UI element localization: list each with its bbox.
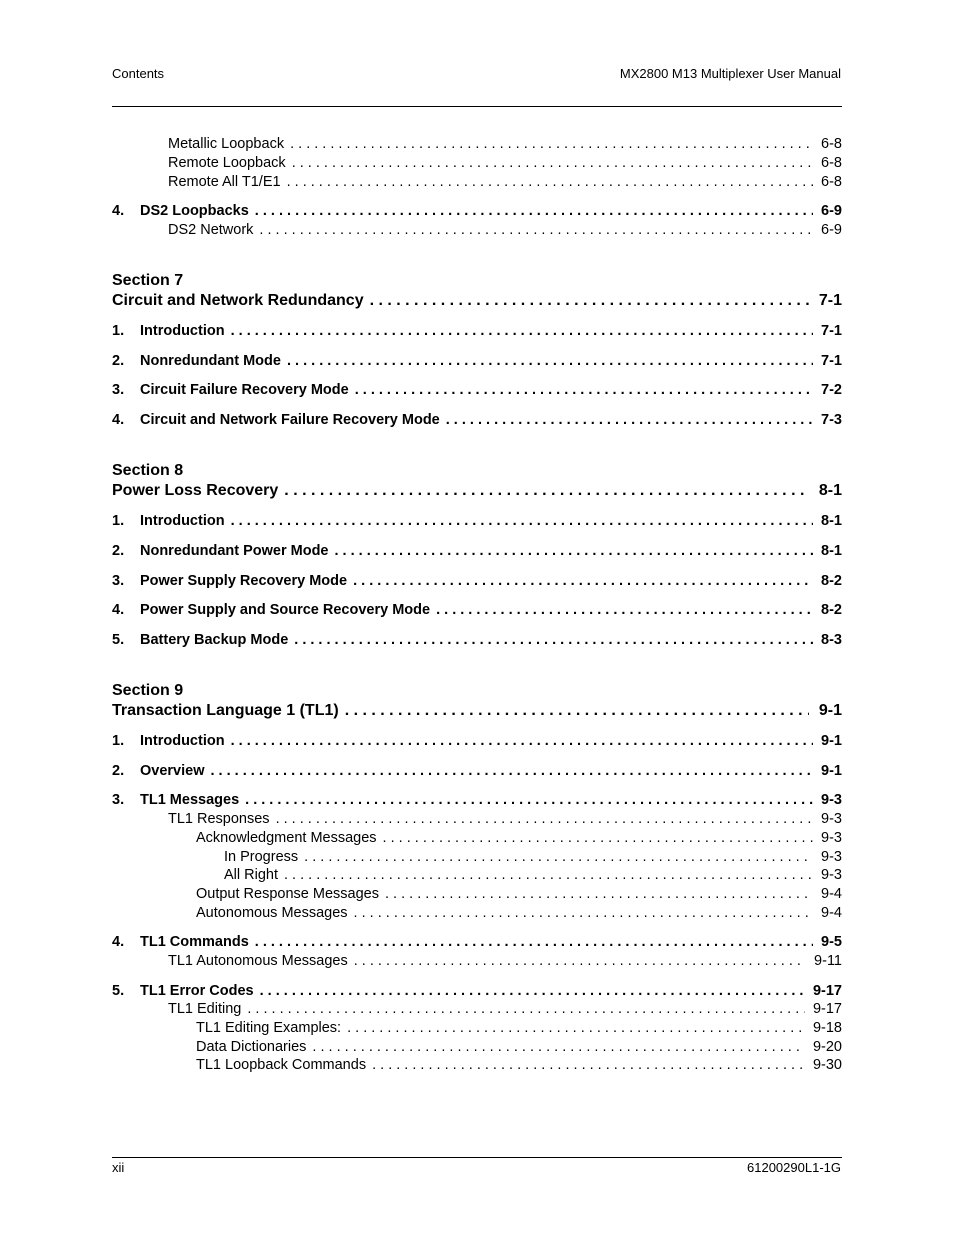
dot-leader xyxy=(259,221,813,239)
toc-entry-number: 1. xyxy=(112,733,125,749)
toc-entry-page: 9-3 xyxy=(821,792,842,808)
toc-entry-page: 9-20 xyxy=(812,1039,842,1055)
toc-entry-title: Metallic Loopback xyxy=(168,136,285,152)
toc-entry[interactable] xyxy=(112,512,842,530)
toc-entry[interactable] xyxy=(112,135,842,153)
toc-entry-page: 8-2 xyxy=(821,602,842,618)
section-title: Transaction Language 1 (TL1) xyxy=(112,702,339,719)
toc-entry-page: 9-17 xyxy=(812,983,842,999)
toc-entry-number: 4. xyxy=(112,412,125,428)
toc-entry-number: 5. xyxy=(112,983,125,999)
toc-entry-number: 1. xyxy=(112,513,125,529)
toc-entry[interactable] xyxy=(112,982,842,1000)
dot-leader xyxy=(231,512,813,530)
toc-entry-page: 7-2 xyxy=(821,382,842,398)
toc-entry-page: 6-8 xyxy=(821,155,842,171)
toc-entry-title: All Right xyxy=(224,867,278,883)
toc-entry[interactable] xyxy=(112,1000,842,1018)
toc-entry-title: Introduction xyxy=(140,323,225,339)
toc-entry-title: TL1 Messages xyxy=(140,792,240,808)
section-page: 7-1 xyxy=(818,292,842,309)
toc-entry-number: 3. xyxy=(112,382,125,398)
toc-entry-title: Battery Backup Mode xyxy=(140,632,289,648)
toc-entry[interactable] xyxy=(112,173,842,191)
dot-leader xyxy=(383,829,813,847)
toc-entry[interactable] xyxy=(112,732,842,750)
toc-entry-title: Data Dictionaries xyxy=(196,1039,307,1055)
toc-entry-page: 9-5 xyxy=(821,934,842,950)
toc-entry-title: Remote Loopback xyxy=(168,155,286,171)
toc-entry[interactable] xyxy=(112,601,842,619)
section-label: Section 8 xyxy=(112,462,184,479)
toc-entry-title: Remote All T1/E1 xyxy=(168,174,281,190)
running-header-title: MX2800 M13 Multiplexer User Manual xyxy=(619,66,841,81)
toc-entry[interactable] xyxy=(112,866,842,884)
toc-entry[interactable] xyxy=(112,572,842,590)
toc-entry-page: 9-30 xyxy=(812,1057,842,1073)
section-entry[interactable] xyxy=(112,701,842,721)
dot-leader xyxy=(294,631,813,649)
toc-entry[interactable] xyxy=(112,221,842,239)
dot-leader xyxy=(211,762,814,780)
toc-entry-title: TL1 Autonomous Messages xyxy=(168,953,348,969)
toc-entry-page: 7-3 xyxy=(821,412,842,428)
dot-leader xyxy=(345,701,809,721)
toc-entry-title: Nonredundant Power Mode xyxy=(140,543,329,559)
toc-entry-title: Overview xyxy=(140,763,205,779)
dot-leader xyxy=(276,810,813,828)
toc-entry-title: Circuit and Network Failure Recovery Mode xyxy=(140,412,440,428)
toc-entry[interactable] xyxy=(112,322,842,340)
section-title: Power Loss Recovery xyxy=(112,482,279,499)
toc-entry-page: 9-11 xyxy=(814,953,842,969)
document-number: 61200290L1-1G xyxy=(747,1160,841,1175)
toc-entry-number: 3. xyxy=(112,792,125,808)
toc-entry-page: 6-9 xyxy=(821,222,842,238)
dot-leader xyxy=(260,982,805,1000)
toc-entry-page: 9-17 xyxy=(812,1001,842,1017)
toc-entry-number: 5. xyxy=(112,632,125,648)
toc-entry-page: 9-1 xyxy=(821,763,842,779)
toc-entry-number: 4. xyxy=(112,934,125,950)
toc-entry[interactable] xyxy=(112,933,842,951)
toc-entry-title: Nonredundant Mode xyxy=(140,353,281,369)
dot-leader xyxy=(335,542,814,560)
dot-leader xyxy=(292,154,813,172)
dot-leader xyxy=(304,848,813,866)
footer-rule xyxy=(112,1157,842,1158)
toc-entry[interactable] xyxy=(112,829,842,847)
toc-entry-title: Autonomous Messages xyxy=(196,905,348,921)
toc-entry-number: 2. xyxy=(112,543,125,559)
toc-entry[interactable] xyxy=(112,631,842,649)
dot-leader xyxy=(284,481,809,501)
toc-entry-page: 9-18 xyxy=(812,1020,842,1036)
dot-leader xyxy=(372,1056,805,1074)
dot-leader xyxy=(436,601,813,619)
toc-entry[interactable] xyxy=(112,154,842,172)
toc-entry[interactable] xyxy=(112,1019,842,1037)
toc-entry-number: 2. xyxy=(112,353,125,369)
toc-entry-title: Acknowledgment Messages xyxy=(196,830,377,846)
toc-entry-page: 6-9 xyxy=(821,203,842,219)
dot-leader xyxy=(255,202,813,220)
toc-entry-title: TL1 Commands xyxy=(140,934,249,950)
dot-leader xyxy=(354,952,806,970)
toc-entry[interactable] xyxy=(112,848,842,866)
section-page: 9-1 xyxy=(818,702,842,719)
toc-entry-title: Power Supply Recovery Mode xyxy=(140,573,348,589)
toc-entry-page: 9-4 xyxy=(821,886,842,902)
dot-leader xyxy=(355,381,813,399)
toc-entry-title: Power Supply and Source Recovery Mode xyxy=(140,602,431,618)
section-label: Section 7 xyxy=(112,272,184,289)
toc-entry[interactable] xyxy=(112,885,842,903)
dot-leader xyxy=(385,885,813,903)
toc-entry[interactable] xyxy=(112,202,842,220)
toc-entry-title: TL1 Error Codes xyxy=(140,983,254,999)
dot-leader xyxy=(247,1000,805,1018)
toc-entry-title: TL1 Responses xyxy=(168,811,270,827)
dot-leader xyxy=(353,572,813,590)
toc-entry-page: 7-1 xyxy=(821,353,842,369)
toc-entry[interactable] xyxy=(112,1038,842,1056)
dot-leader xyxy=(354,904,814,922)
toc-entry-number: 3. xyxy=(112,573,125,589)
toc-entry-page: 9-3 xyxy=(821,830,842,846)
toc-entry-page: 6-8 xyxy=(821,136,842,152)
toc-entry-title: Output Response Messages xyxy=(196,886,379,902)
toc-entry-title: DS2 Network xyxy=(168,222,254,238)
toc-entry[interactable] xyxy=(112,810,842,828)
dot-leader xyxy=(347,1019,805,1037)
toc-entry-page: 9-3 xyxy=(821,811,842,827)
toc-entry-page: 8-1 xyxy=(821,543,842,559)
toc-entry-title: DS2 Loopbacks xyxy=(140,203,249,219)
toc-entry-page: 9-4 xyxy=(821,905,842,921)
dot-leader xyxy=(231,322,813,340)
dot-leader xyxy=(290,135,813,153)
toc-entry-title: In Progress xyxy=(224,849,299,865)
section-entry[interactable] xyxy=(112,481,842,501)
section-entry[interactable] xyxy=(112,291,842,311)
toc-entry-page: 6-8 xyxy=(821,174,842,190)
toc-entry-title: Introduction xyxy=(140,513,225,529)
toc-entry-number: 4. xyxy=(112,602,125,618)
dot-leader xyxy=(284,866,813,884)
dot-leader xyxy=(287,173,813,191)
section-label: Section 9 xyxy=(112,682,184,699)
toc-entry-number: 2. xyxy=(112,763,125,779)
toc-entry[interactable] xyxy=(112,1056,842,1074)
dot-leader xyxy=(370,291,809,311)
toc-entry-page: 9-3 xyxy=(821,867,842,883)
toc-entry-page: 7-1 xyxy=(821,323,842,339)
header-rule xyxy=(112,106,842,107)
toc-entry-title: TL1 Editing Examples: xyxy=(196,1020,342,1036)
toc-entry-title: TL1 Editing xyxy=(168,1001,242,1017)
dot-leader xyxy=(446,411,813,429)
section-title: Circuit and Network Redundancy xyxy=(112,292,364,309)
toc-entry[interactable] xyxy=(112,411,842,429)
toc-entry-page: 8-2 xyxy=(821,573,842,589)
toc-entry[interactable] xyxy=(112,904,842,922)
toc-entry-title: TL1 Loopback Commands xyxy=(196,1057,367,1073)
toc-entry-title: Introduction xyxy=(140,733,225,749)
dot-leader xyxy=(287,352,813,370)
toc-entry[interactable] xyxy=(112,952,842,970)
toc-entry-title: Circuit Failure Recovery Mode xyxy=(140,382,349,398)
toc-entry[interactable] xyxy=(112,791,842,809)
dot-leader xyxy=(255,933,813,951)
running-header-section: Contents xyxy=(112,66,165,81)
toc-entry-page: 8-3 xyxy=(821,632,842,648)
toc-entry[interactable] xyxy=(112,381,842,399)
toc-entry[interactable] xyxy=(112,352,842,370)
section-page: 8-1 xyxy=(818,482,842,499)
dot-leader xyxy=(312,1038,805,1056)
toc-entry[interactable] xyxy=(112,542,842,560)
toc-entry-page: 9-3 xyxy=(821,849,842,865)
toc-entry[interactable] xyxy=(112,762,842,780)
toc-entry-number: 1. xyxy=(112,323,125,339)
dot-leader xyxy=(245,791,813,809)
dot-leader xyxy=(231,732,813,750)
toc-entry-page: 8-1 xyxy=(821,513,842,529)
page-number: xii xyxy=(112,1160,125,1175)
toc-entry-number: 4. xyxy=(112,203,125,219)
toc-entry-page: 9-1 xyxy=(821,733,842,749)
